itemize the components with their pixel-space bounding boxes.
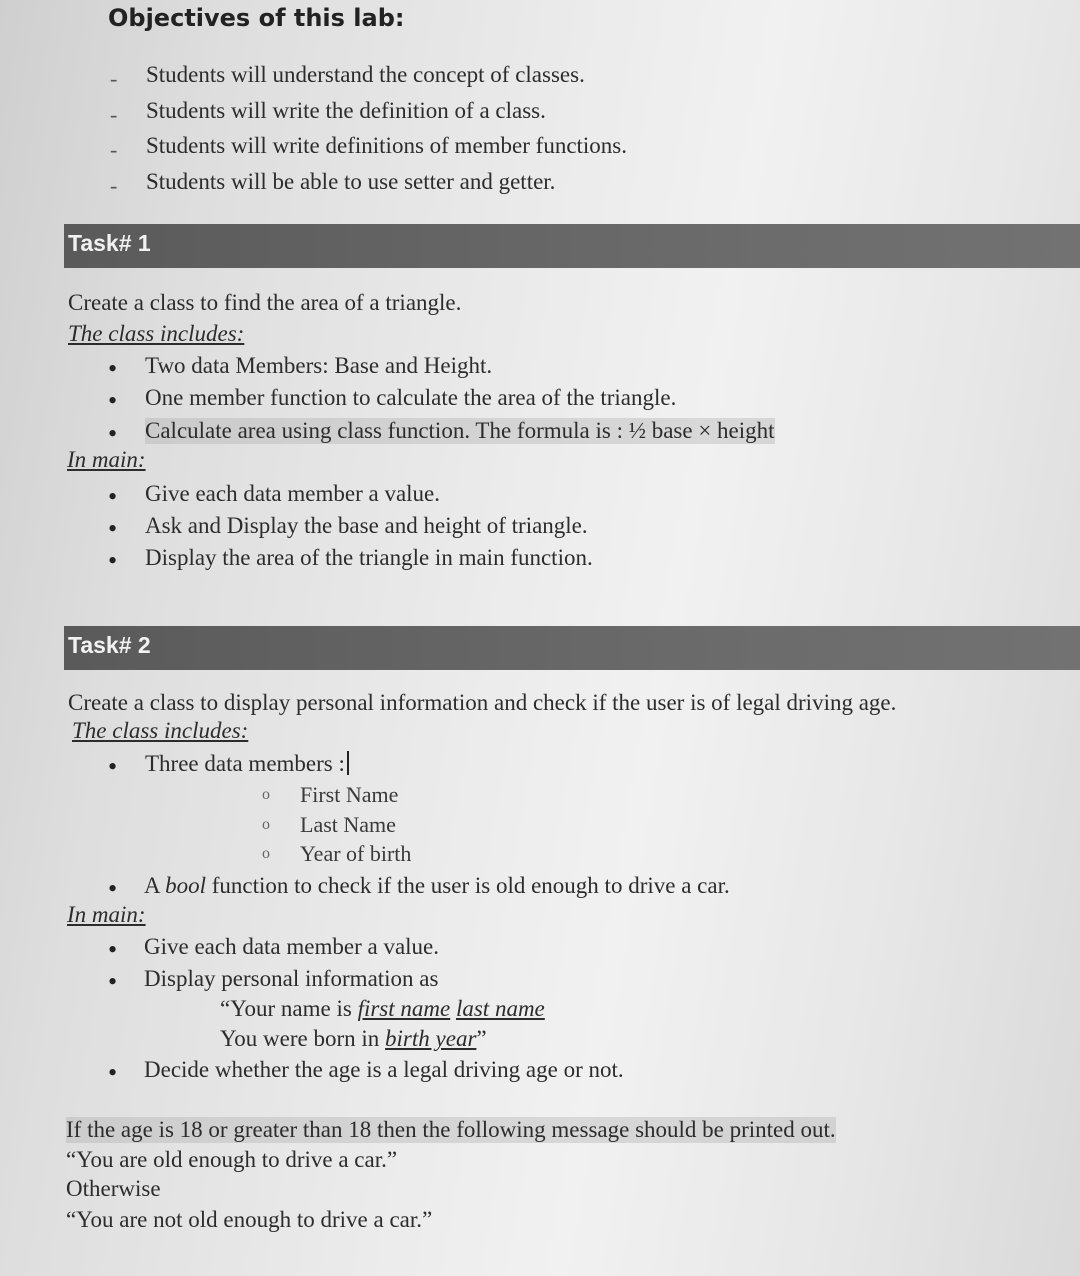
bullet-icon: • (108, 874, 118, 903)
bullet-icon: • (108, 386, 118, 415)
bullet-icon: • (108, 967, 118, 996)
quote-line-name: “Your name is first name last name (220, 996, 545, 1021)
circle-bullet-icon: o (262, 786, 270, 803)
task2-main-label: In main: (67, 902, 146, 927)
task1-class-item: One member function to calculate the area of the triangle. (145, 385, 677, 410)
task2-condition: If the age is 18 or greater than 18 then the following message should be printed out. (66, 1117, 836, 1142)
text-cursor (347, 751, 349, 775)
task2-message-yes: “You are old enough to drive a car.” (66, 1147, 398, 1172)
task2-main-item: Give each data member a value. (144, 934, 440, 959)
task2-intro: Create a class to display personal information and check if the user is of legal driving age. (68, 690, 897, 715)
objective-item: Students will be able to use setter and getter. (146, 169, 556, 194)
task2-data-member: Year of birth (300, 841, 412, 866)
bullet-icon: • (108, 354, 118, 383)
circle-bullet-icon: o (262, 845, 270, 862)
objective-dash: - (110, 137, 118, 162)
task1-main-item: Display the area of the triangle in main function. (145, 545, 593, 570)
task2-heading-bar (64, 626, 1080, 670)
bullet-icon: • (108, 546, 118, 575)
bullet-icon: • (108, 482, 118, 511)
task2-main-item: Display personal information as (144, 966, 439, 991)
task1-heading-bar (64, 224, 1080, 268)
objective-item: Students will write definitions of member functions. (146, 133, 628, 158)
task1-class-label: The class includes: (68, 321, 245, 346)
bullet-icon: • (108, 419, 118, 448)
task2-data-member: First Name (300, 782, 399, 807)
task1-main-label: In main: (67, 447, 146, 472)
objectives-title: Objectives of this lab: (108, 4, 405, 32)
task2-decide-item: Decide whether the age is a legal driving age or not. (144, 1057, 624, 1082)
circle-bullet-icon: o (262, 816, 270, 833)
task2-otherwise: Otherwise (66, 1176, 161, 1201)
task1-main-item: Ask and Display the base and height of triangle. (145, 513, 588, 538)
task2-data-members-label: Three data members : (145, 751, 349, 777)
task1-main-item: Give each data member a value. (145, 481, 441, 506)
task2-class-label: The class includes: (72, 718, 249, 743)
objective-dash: - (110, 66, 118, 91)
task1-class-item: Two data Members: Base and Height. (145, 353, 493, 378)
bullet-icon: • (108, 1058, 118, 1087)
task1-heading: Task# 1 (68, 230, 151, 256)
bullet-icon: • (108, 752, 118, 781)
objective-item: Students will understand the concept of classes. (146, 62, 585, 87)
task2-heading: Task# 2 (68, 632, 151, 658)
quote-line-birth: You were born in birth year” (220, 1026, 487, 1051)
task2-bool-item: A bool function to check if the user is old enough to drive a car. (144, 873, 730, 898)
task1-class-item: Calculate area using class function. The formula is : ½ base × height (145, 418, 775, 443)
objective-dash: - (110, 102, 118, 127)
bullet-icon: • (108, 514, 118, 543)
objective-dash: - (110, 173, 118, 198)
bullet-icon: • (108, 935, 118, 964)
task2-data-member: Last Name (300, 812, 396, 837)
task1-intro: Create a class to find the area of a triangle. (68, 290, 462, 315)
objective-item: Students will write the definition of a class. (146, 98, 546, 123)
task2-message-no: “You are not old enough to drive a car.” (66, 1207, 433, 1232)
